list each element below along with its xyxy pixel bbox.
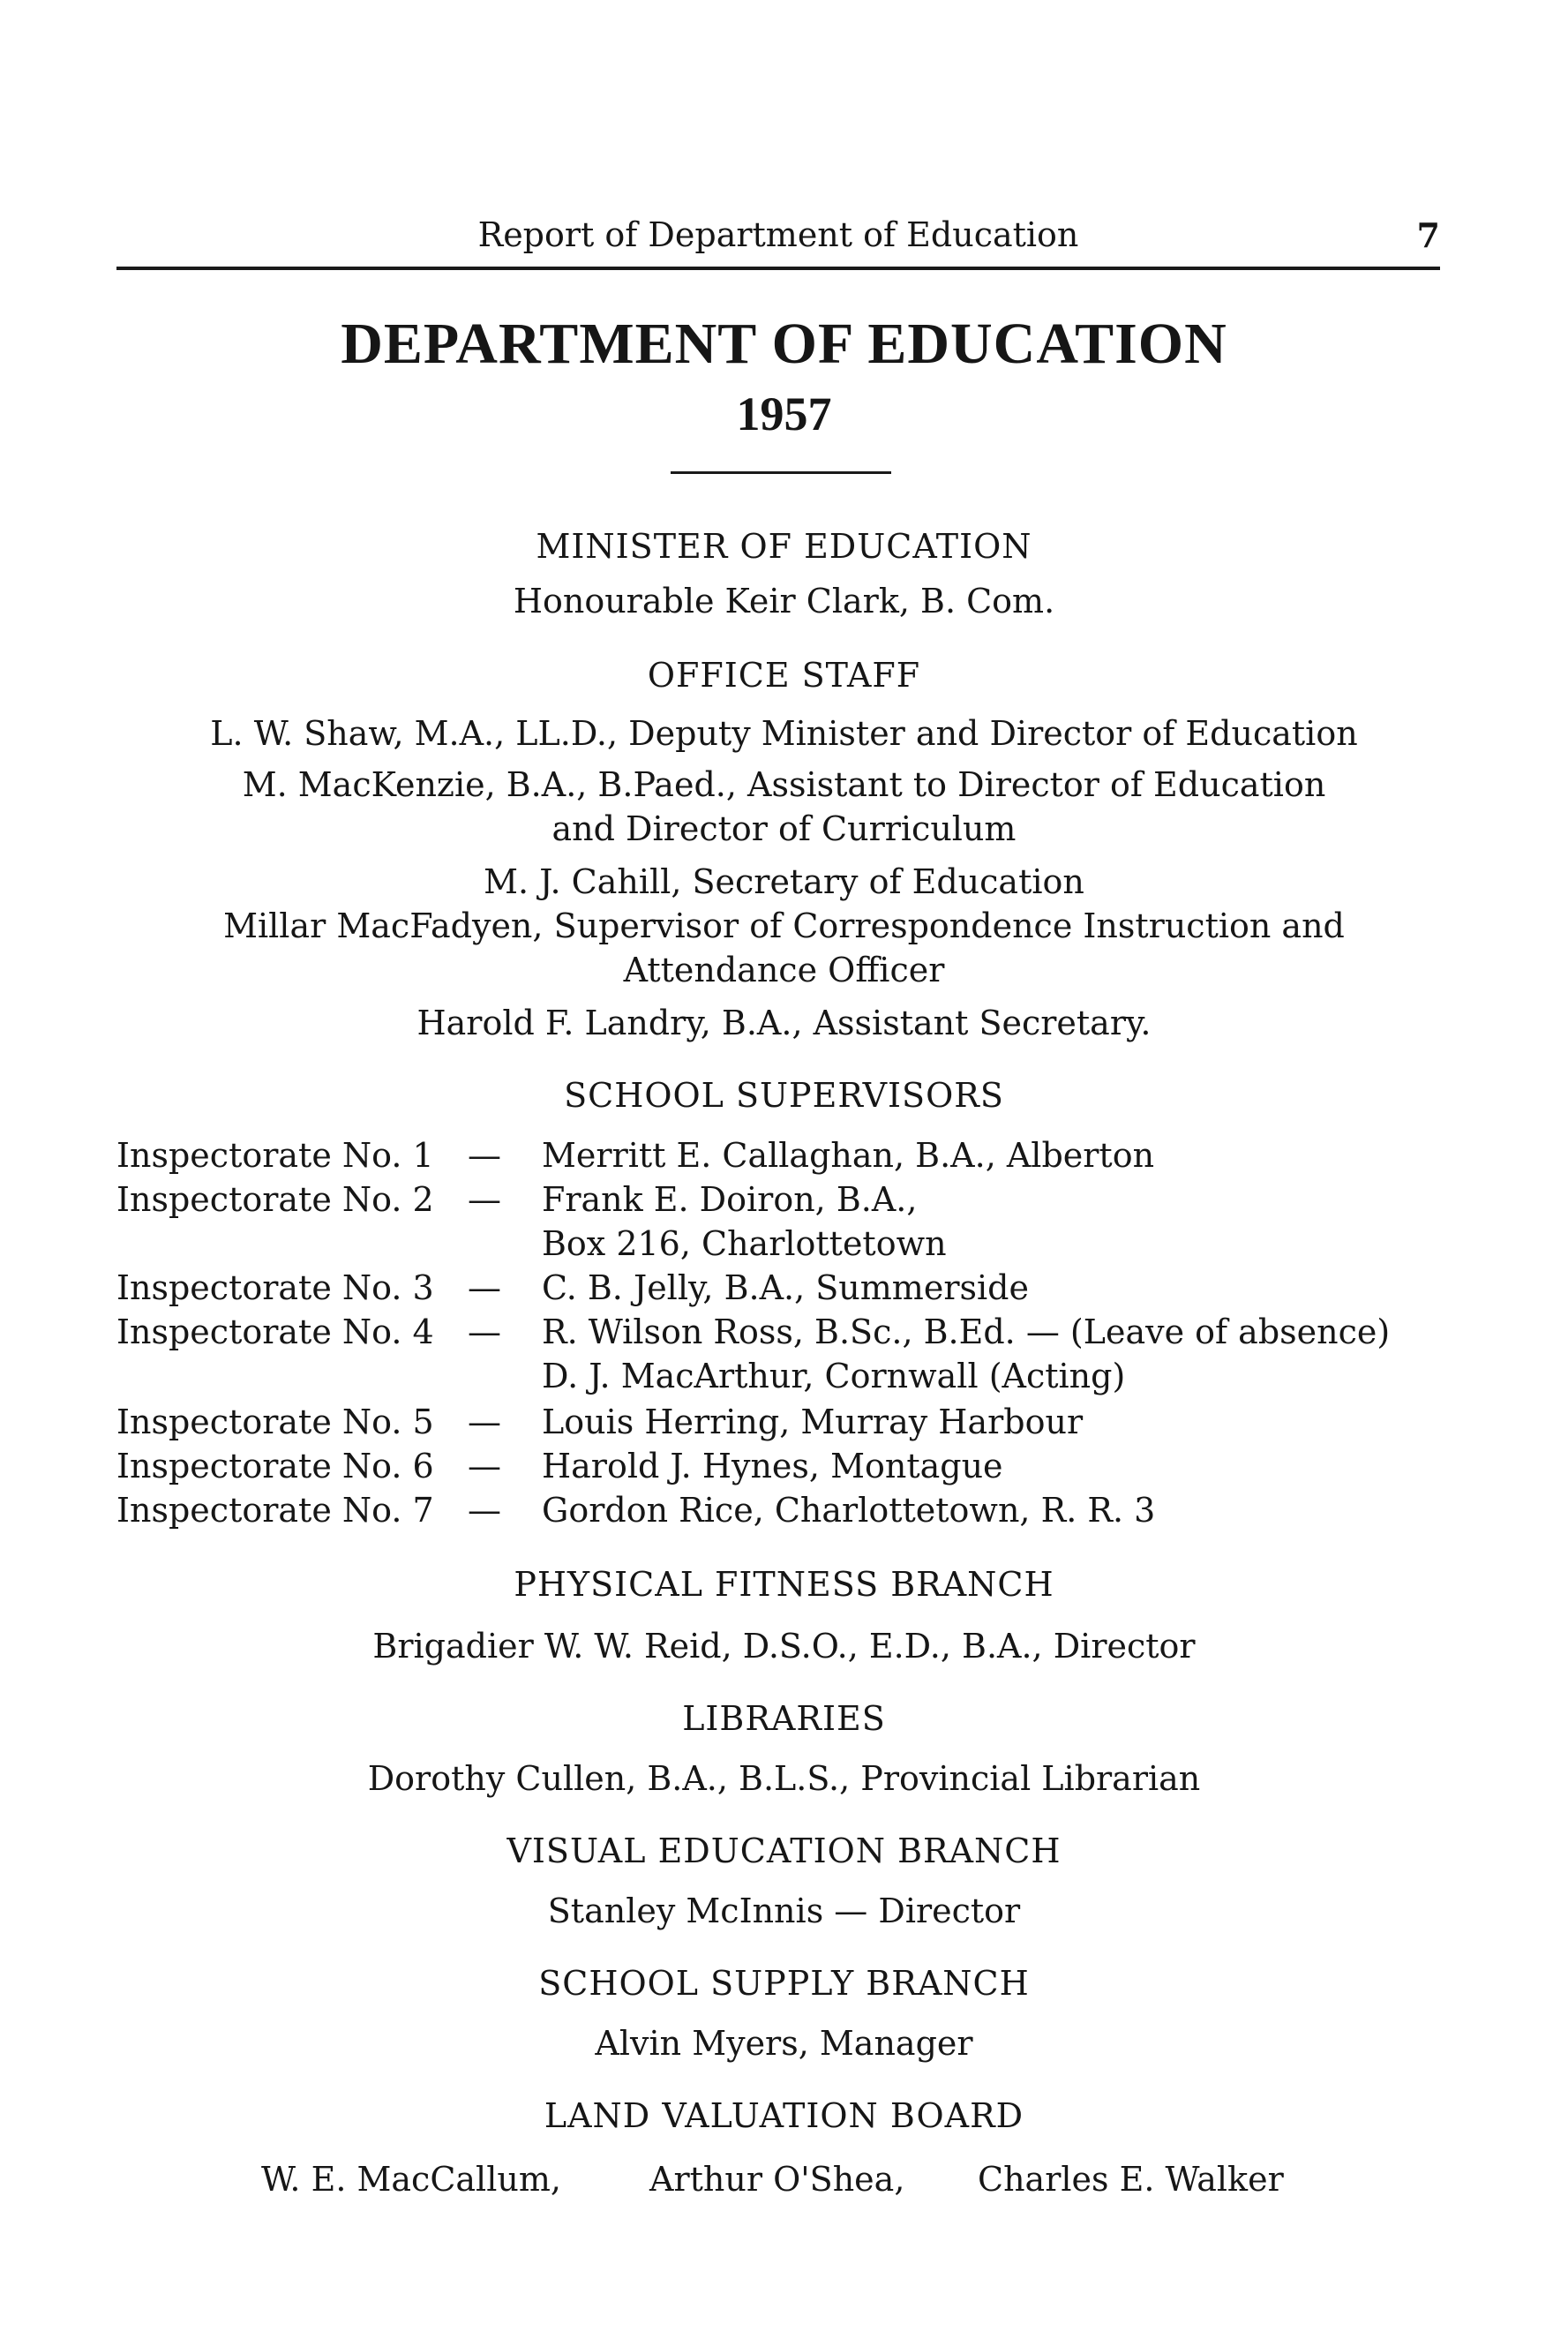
office-staff-line: L. W. Shaw, M.A., LL.D., Deputy Minister and Director of Education — [210, 714, 1358, 753]
minister-name: Honourable Keir Clark, B. Com. — [513, 582, 1055, 620]
supervisor-name: C. B. Jelly, B.A., Summerside — [542, 1268, 1029, 1307]
supervisor-name: Louis Herring, Murray Harbour — [542, 1403, 1084, 1441]
dash: — — [468, 1136, 501, 1175]
page-year: 1957 — [736, 387, 832, 440]
supervisor-name: Frank E. Doiron, B.A., — [542, 1180, 918, 1219]
dash: — — [468, 1268, 501, 1307]
land-valuation-member: Arthur O'Shea, — [649, 2160, 905, 2199]
page-title: DEPARTMENT OF EDUCATION — [341, 312, 1227, 376]
acting-supervisor: D. J. MacArthur, Cornwall (Acting) — [542, 1357, 1126, 1395]
inspectorate-label: Inspectorate No. 6 — [116, 1447, 434, 1485]
inspectorate-label: Inspectorate No. 5 — [116, 1403, 434, 1441]
land-valuation-member: Charles E. Walker — [978, 2160, 1284, 2199]
visual-education-heading: VISUAL EDUCATION BRANCH — [506, 1831, 1062, 1870]
dash: — — [468, 1180, 501, 1219]
running-head — [116, 215, 1440, 259]
dash: — — [468, 1491, 501, 1530]
office-staff-line: Attendance Officer — [623, 951, 945, 989]
libraries-heading: LIBRARIES — [682, 1699, 886, 1738]
office-staff-line: Millar MacFadyen, Supervisor of Correspondence Instruction and — [223, 906, 1345, 945]
land-valuation-member: W. E. MacCallum, — [261, 2160, 561, 2199]
running-head-title: Report of Department of Education — [477, 215, 1079, 254]
office-staff-line: and Director of Curriculum — [551, 809, 1017, 848]
school-supply-heading: SCHOOL SUPPLY BRANCH — [538, 1964, 1030, 2003]
dash: — — [468, 1312, 501, 1351]
inspectorate-label: Inspectorate No. 7 — [116, 1491, 434, 1530]
header-rule — [116, 267, 1440, 270]
office-staff-line: M. MacKenzie, B.A., B.Paed., Assistant to Director of Education — [242, 765, 1326, 804]
physical-fitness-heading: PHYSICAL FITNESS BRANCH — [514, 1565, 1054, 1604]
dash: — — [468, 1403, 501, 1441]
office-staff-line: Harold F. Landry, B.A., Assistant Secretary. — [416, 1004, 1152, 1042]
land-valuation-heading: LAND VALUATION BOARD — [544, 2096, 1024, 2135]
office-staff-line: M. J. Cahill, Secretary of Education — [484, 862, 1084, 901]
office-staff-heading: OFFICE STAFF — [647, 656, 921, 695]
inspectorate-label: Inspectorate No. 1 — [116, 1136, 434, 1175]
page-number: 7 — [1416, 215, 1440, 255]
inspectorate-label: Inspectorate No. 4 — [116, 1312, 434, 1351]
school-supply-manager: Alvin Myers, Manager — [595, 2024, 973, 2063]
supervisor-address: Box 216, Charlottetown — [542, 1224, 947, 1263]
physical-fitness-director: Brigadier W. W. Reid, D.S.O., E.D., B.A., Director — [372, 1627, 1196, 1666]
supervisor-name: R. Wilson Ross, B.Sc., B.Ed. — (Leave of absence) — [542, 1312, 1391, 1351]
supervisor-name: Gordon Rice, Charlottetown, R. R. 3 — [542, 1491, 1156, 1530]
supervisor-name: Harold J. Hynes, Montague — [542, 1447, 1003, 1485]
librarian-name: Dorothy Cullen, B.A., B.L.S., Provincial Librarian — [367, 1759, 1201, 1798]
minister-heading: MINISTER OF EDUCATION — [536, 527, 1032, 566]
school-supervisors-heading: SCHOOL SUPERVISORS — [564, 1076, 1004, 1115]
visual-education-director: Stanley McInnis — Director — [547, 1892, 1021, 1930]
title-divider — [671, 471, 891, 474]
supervisor-name: Merritt E. Callaghan, B.A., Alberton — [542, 1136, 1155, 1175]
dash: — — [468, 1447, 501, 1485]
inspectorate-label: Inspectorate No. 2 — [116, 1180, 434, 1219]
inspectorate-label: Inspectorate No. 3 — [116, 1268, 434, 1307]
